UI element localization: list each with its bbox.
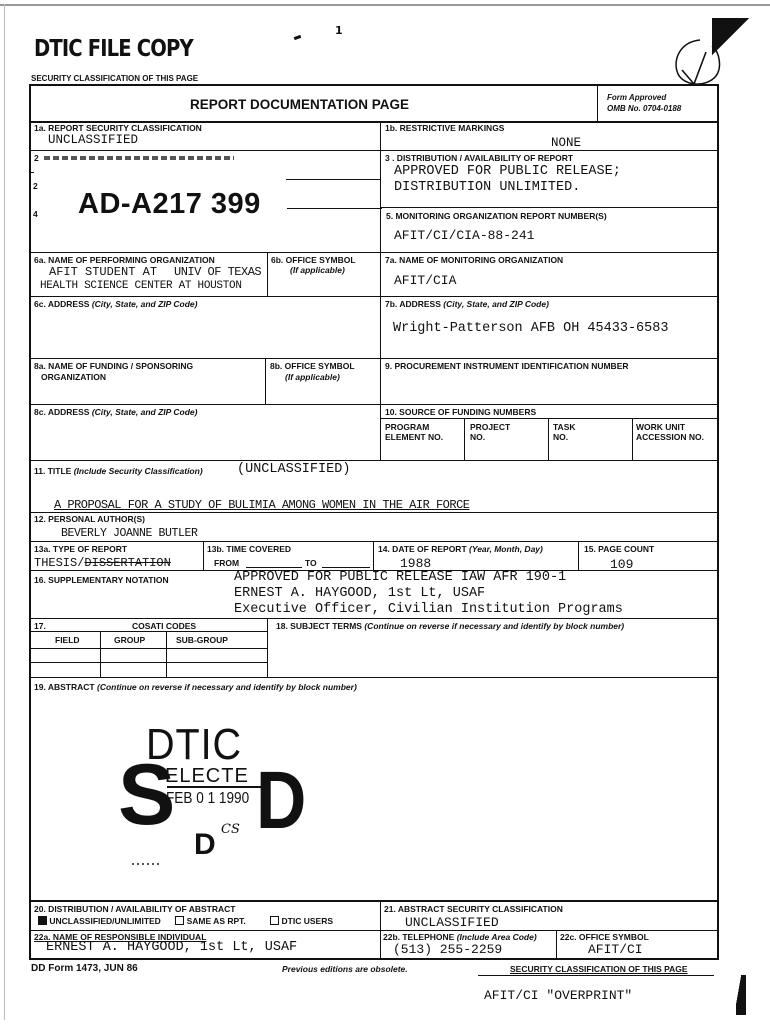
block-17-label: 17. [34,621,46,631]
stamp-d-large: D [256,755,307,846]
block-6a-label: 6a. NAME OF PERFORMING ORGANIZATION [34,255,215,265]
time-covered-to: TO [305,558,317,568]
block-2a-label: 2 [34,153,39,163]
block-6c-label: 6c. ADDRESS (City, State, and ZIP Code) [34,299,198,309]
report-title: A PROPOSAL FOR A STUDY OF BULIMIA AMONG WOMEN IN THE AIR FORCE [54,498,470,512]
abstract-security-classification: UNCLASSIFIED [405,915,499,930]
supplementary-line-2: ERNEST A. HAYGOOD, 1st Lt, USAF [234,586,486,601]
block-6b-applicable: (If applicable) [290,265,345,275]
stamp-dtic: DTIC [146,720,242,769]
performing-org-line-2: HEALTH SCIENCE CENTER AT HOUSTON [40,280,242,292]
scan-left-edge [4,4,5,1020]
block-1a-label: 1a. REPORT SECURITY CLASSIFICATION [34,123,202,133]
block-6b-label: 6b. OFFICE SYMBOL [271,255,356,265]
restrictive-markings: NONE [551,136,582,150]
distribution-line-1: APPROVED FOR PUBLIC RELEASE; [394,164,621,179]
stamp-s: S [118,747,176,843]
dtic-file-copy-stamp: DTIC FILE COPY [34,36,193,62]
block-18-label: 18. SUBJECT TERMS (Continue on reverse if necessary and identify by block number) [276,621,625,631]
obscured-label-strip [44,156,234,160]
block-5-label: 5. MONITORING ORGANIZATION REPORT NUMBER(S) [386,211,607,221]
block-9-label: 9. PROCUREMENT INSTRUMENT IDENTIFICATION NUMBER [385,361,629,371]
pen-dot [294,35,302,40]
dtic-users-checkbox[interactable] [270,916,279,925]
block-19-label: 19. ABSTRACT (Continue on reverse if necessary and identify by block number) [34,682,357,692]
supplementary-line-1: APPROVED FOR PUBLIC RELEASE IAW AFR 190-1 [234,570,567,585]
pen-marks: 1 [335,24,343,37]
block-11-label: 11. TITLE (Include Security Classification) [34,466,203,476]
form-approved: Form Approved [607,93,667,102]
field-heading: FIELD [55,635,80,645]
stamp-electe: ELECTE [165,765,249,787]
program-element-heading: PROGRAM ELEMENT NO. [385,422,444,442]
block-12-label: 12. PERSONAL AUTHOR(S) [34,514,145,524]
personal-author: BEVERLY JOANNE BUTLER [61,527,198,540]
block-2b-label: 2 [33,181,38,191]
right-edge-mark [736,975,746,1015]
block-21-label: 21. ABSTRACT SECURITY CLASSIFICATION [384,904,563,914]
block-7b-label: 7b. ADDRESS (City, State, and ZIP Code) [385,299,549,309]
block-8a-label-2: ORGANIZATION [41,372,107,382]
block-22b-label: 22b. TELEPHONE (Include Area Code) [383,932,537,942]
security-classification-of-page-heading: SECURITY CLASSIFICATION OF THIS PAGE [31,74,199,83]
block-8a-label: 8a. NAME OF FUNDING / SPONSORING [34,361,194,371]
previous-editions-note: Previous editions are obsolete. [282,964,408,974]
form-border-bottom [29,958,719,960]
title-classification: (UNCLASSIFIED) [237,462,351,477]
block-3-label: 3 . DISTRIBUTION / AVAILABILITY OF REPORT [385,153,574,163]
block-8c-label: 8c. ADDRESS (City, State, and ZIP Code) [34,407,198,417]
telephone: (513) 255-2259 [393,942,503,957]
block-15-label: 15. PAGE COUNT [584,544,655,554]
stamp-handwritten-initials: CS [221,822,240,837]
block-13a-label: 13a. TYPE OF REPORT [34,544,128,554]
project-no-heading: PROJECT NO. [470,422,511,442]
stamp-date: FEB 0 1 1990 [166,790,250,807]
distribution-options: UNCLASSIFIED/UNLIMITED SAME AS RPT. DTIC USERS [38,916,333,926]
block-20-label: 20. DISTRIBUTION / AVAILABILITY OF ABSTRACT [34,904,236,914]
overprint-note: AFIT/CI "OVERPRINT" [484,988,633,1003]
time-covered-from: FROM [214,558,240,568]
type-of-report: THESIS/DISSERTATION [34,556,171,570]
cosati-codes-heading: COSATI CODES [132,621,197,631]
work-unit-heading: WORK UNIT ACCESSION NO. [636,422,705,442]
page-count: 109 [610,557,634,572]
block-13b-label: 13b. TIME COVERED [207,544,292,554]
block-16-label: 16. SUPPLEMENTARY NOTATION [34,575,169,585]
block-1b-label: 1b. RESTRICTIVE MARKINGS [385,123,505,133]
dd-form-id: DD Form 1473, JUN 86 [31,963,138,974]
task-no-heading: TASK NO. [553,422,576,442]
block-4-label: 4 [33,209,38,219]
stamp-d-small: D [194,828,216,861]
monitoring-report-number: AFIT/CI/CIA-88-241 [394,228,535,243]
form-title: REPORT DOCUMENTATION PAGE [190,97,409,112]
omb-number: OMB No. 0704-0188 [607,104,682,113]
monitoring-org-address: Wright-Patterson AFB OH 45433-6583 [393,321,669,336]
subgroup-heading: SUB-GROUP [176,635,228,645]
group-heading: GROUP [114,635,146,645]
block-22c-label: 22c. OFFICE SYMBOL [560,932,649,942]
date-of-report: 1988 [400,556,432,571]
block-22a-label: 22a. NAME OF RESPONSIBLE INDIVIDUAL [34,932,207,942]
block-8b-label: 8b. OFFICE SYMBOL [270,361,355,371]
block-8b-applicable: (If applicable) [285,372,340,382]
supplementary-line-3: Executive Officer, Civilian Institution Programs [234,602,623,617]
scan-top-edge [0,4,770,6]
block-7a-label: 7a. NAME OF MONITORING ORGANIZATION [385,255,564,265]
same-as-rpt-checkbox[interactable] [175,916,184,925]
footer-security-classification: SECURITY CLASSIFICATION OF THIS PAGE [510,964,688,974]
unclassified-unlimited-checkbox[interactable] [38,916,47,925]
ad-accession-number: AD-A217 399 [78,188,261,220]
stamp-dots [132,863,162,865]
performing-org-line-1: AFIT STUDENT AT [49,265,158,279]
office-symbol: AFIT/CI [588,942,643,957]
block-14-label: 14. DATE OF REPORT (Year, Month, Day) [378,544,543,554]
report-security-classification: UNCLASSIFIED [48,133,139,147]
distribution-line-2: DISTRIBUTION UNLIMITED. [394,180,581,195]
performing-org-continued: UNIV OF TEXAS [174,265,262,279]
monitoring-organization: AFIT/CIA [394,273,457,288]
block-10-label: 10. SOURCE OF FUNDING NUMBERS [385,407,537,417]
responsible-individual: ERNEST A. HAYGOOD, 1st Lt, USAF [46,940,298,955]
